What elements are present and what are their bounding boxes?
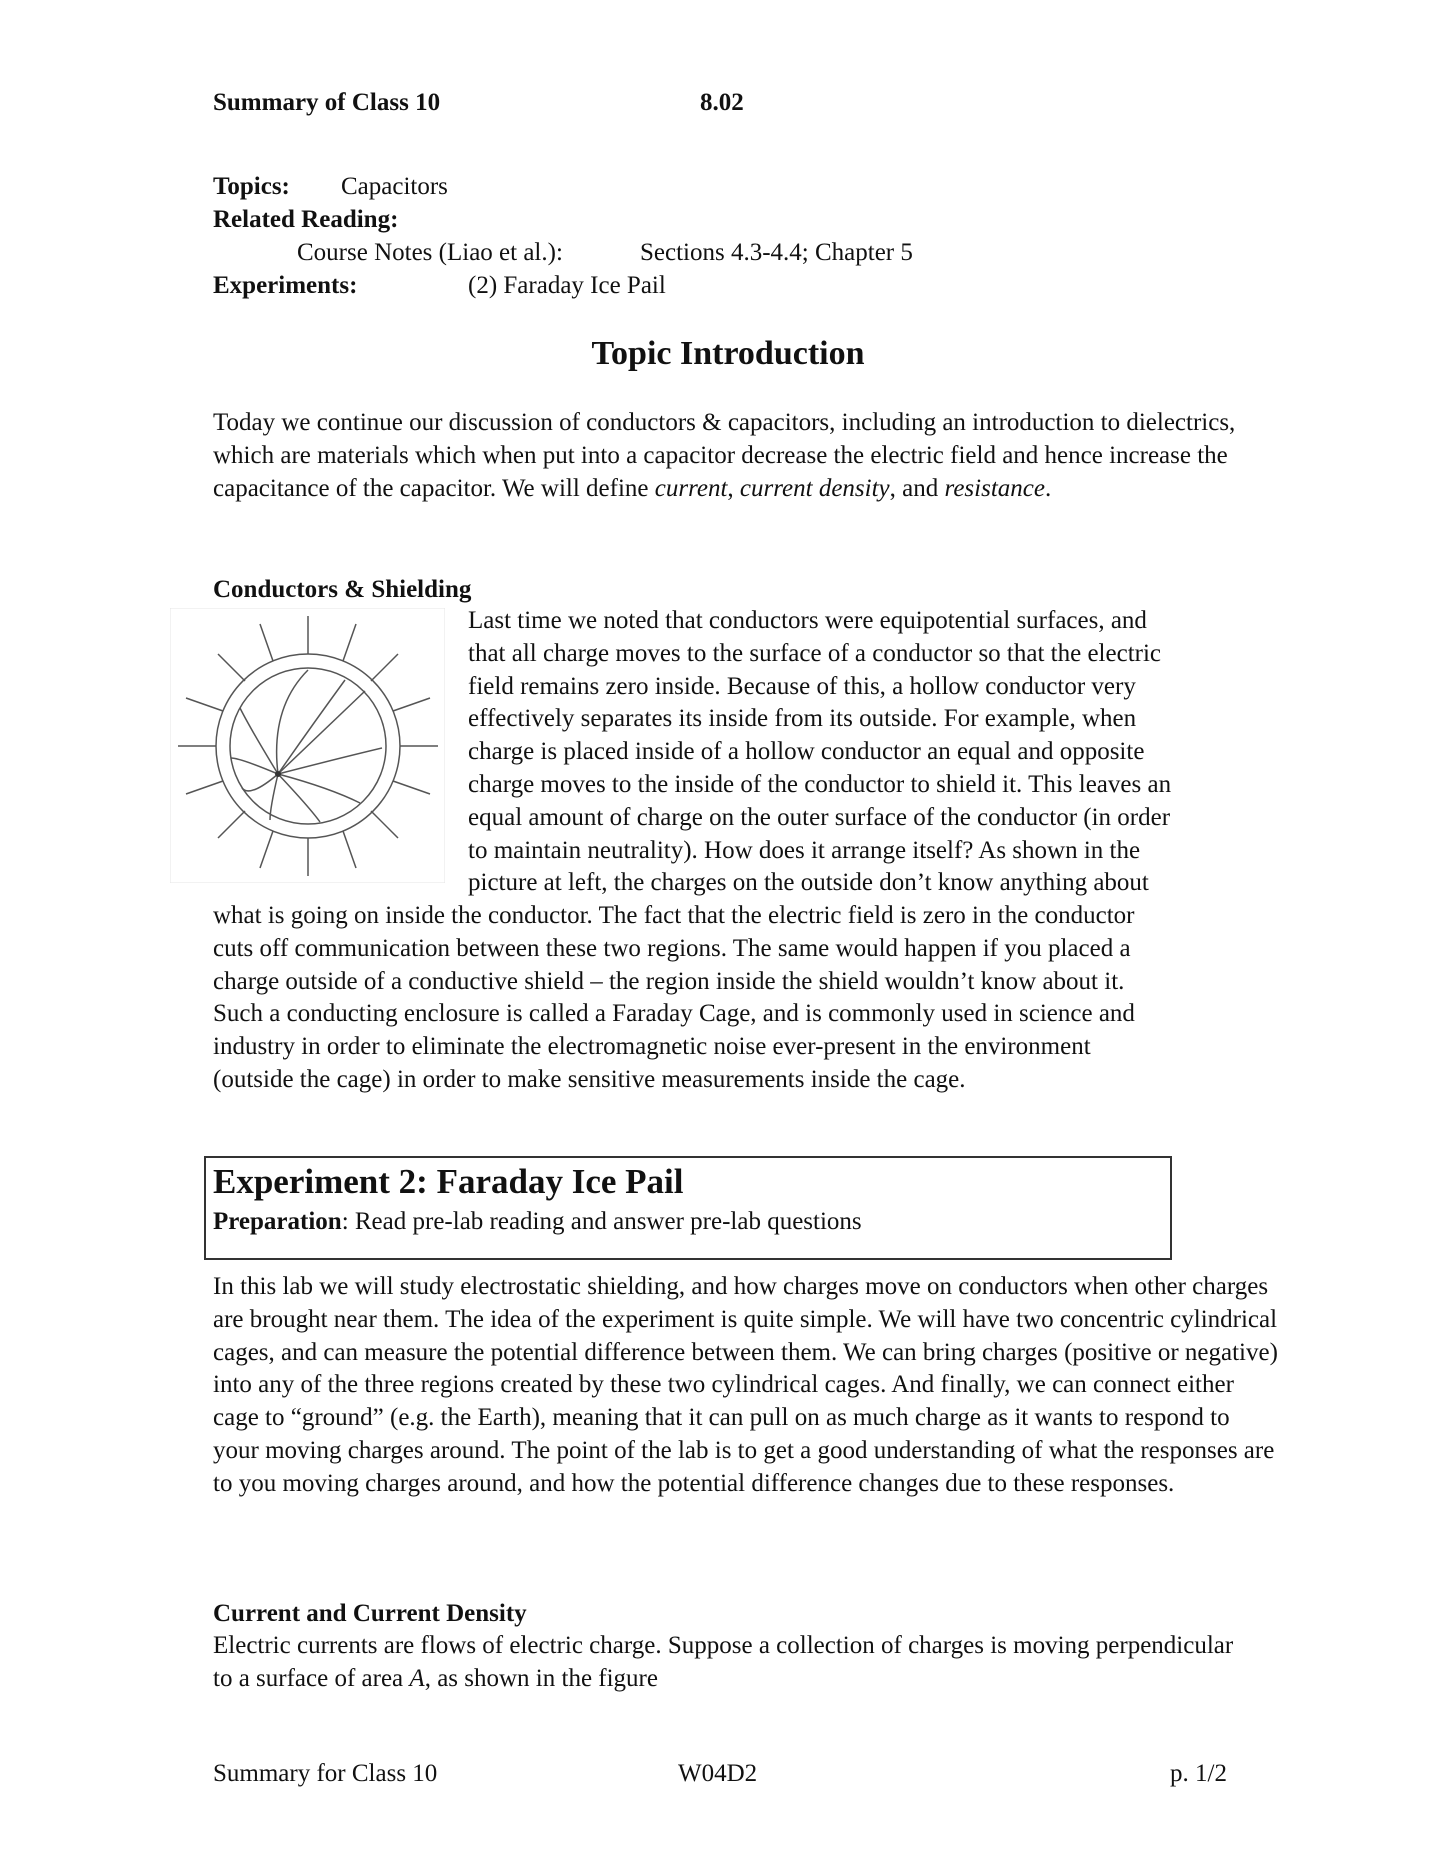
experiment-body: In this lab we will study electrostatic shielding, and how charges move on conductors when other charges are brought near them. The idea of the experiment is quite simple. We will have two concentric cylindrical cages, and can measure the potential difference between them. We can bring charges (positive or negative) into any of the three regions created by these two cylindrical cages. And finally, we can connect either cage to “ground” (e.g. the Earth), meaning that it can pull on as much charge as it wants to respond to your moving charges around. The point of the lab is to get a good understanding of what the responses are to you moving charges around, and how the potential difference changes due to these responses. [213, 1273, 1278, 1497]
page-title: Summary of Class 10 [213, 89, 441, 116]
footer-center: W04D2 [678, 1760, 758, 1787]
experiments-value: (2) Faraday Ice Pail [468, 272, 666, 299]
experiment-title: Experiment 2: Faraday Ice Pail [213, 1162, 684, 1201]
page-number: p. 1/2 [1170, 1760, 1227, 1787]
experiments-label: Experiments: [213, 272, 358, 299]
footer-left: Summary for Class 10 [213, 1760, 438, 1787]
related-reading-label: Related Reading: [213, 206, 399, 233]
reading-sections: Sections 4.3-4.4; Chapter 5 [640, 239, 913, 266]
topics-value: Capacitors [341, 173, 448, 200]
experiment-preparation: Preparation: Read pre-lab reading and answer pre-lab questions [213, 1208, 862, 1235]
topics-label: Topics: [213, 173, 290, 200]
shielding-wrap-text: Last time we noted that conductors were equipotential surfaces, and that all charge moves to the surface of a conductor so that the electric field remains zero inside. Because of this, a hollow conductor very effectively separates its inside from its outside. For example, when charge is placed inside of a hollow conductor an equal and opposite charge moves to the inside of the conductor to shield it. This leaves an equal amount of charge on the outer surface of the conductor (in order to maintain neutrality). How does it arrange itself? As shown in the picture at left, the charges on the outside don’t know anything about [468, 607, 1172, 897]
conductor-field-lines-figure [170, 608, 445, 883]
section-heading-current: Current and Current Density [213, 1600, 527, 1627]
shielding-full-text: what is going on inside the conductor. The fact that the electric field is zero in the conductor cuts off communication between these two regions. The same would happen if you placed a charge outside of a conductive shield – the region inside the shield wouldn’t know about it. Such a conducting enclosure is called a Faraday Cage, and is commonly used in science and industry in order to eliminate the electromagnetic noise ever-present in the environment (outside the cage) in order to make sensitive measurements inside the cage. [213, 902, 1135, 1093]
course-number: 8.02 [700, 89, 744, 116]
section-heading-shielding: Conductors & Shielding [213, 576, 472, 603]
intro-paragraph: Today we continue our discussion of conductors & capacitors, including an introduction to dielectrics, which are materials which when put into a capacitor decrease the electric field and hence increase the capacitance of the capacitor. We will define current, current density, and resistance. [213, 409, 1236, 502]
section-heading-intro: Topic Introduction [591, 335, 865, 372]
current-paragraph: Electric currents are flows of electric charge. Suppose a collection of charges is moving perpendicular to a surface of area A, as shown in the figure [213, 1632, 1234, 1692]
reading-source: Course Notes (Liao et al.): [297, 239, 563, 266]
